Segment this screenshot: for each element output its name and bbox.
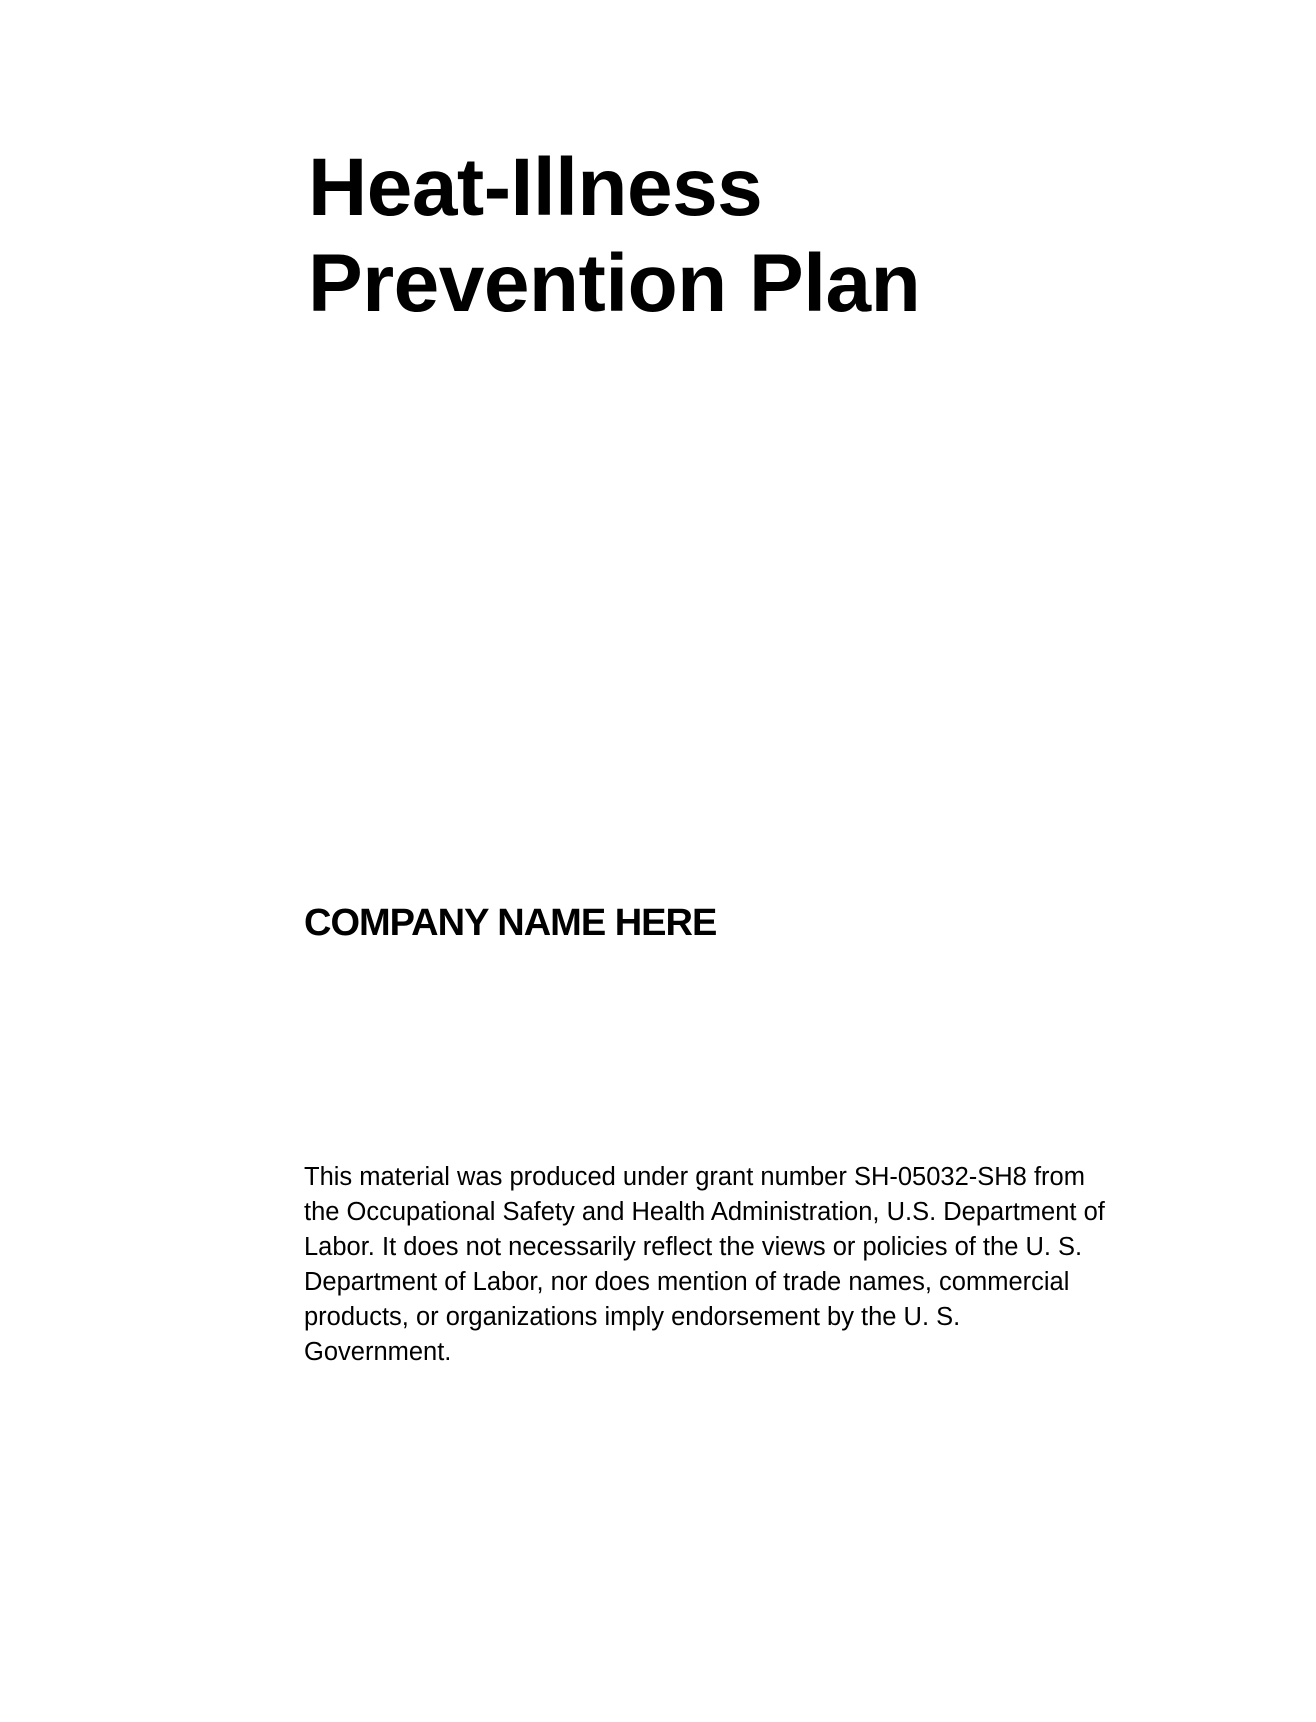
- disclaimer-line-4: Department of Labor, nor does mention of trade names, commercial: [304, 1268, 1070, 1296]
- disclaimer-line-2: the Occupational Safety and Health Administration, U.S. Department of: [304, 1198, 1105, 1226]
- grant-disclaimer: [304, 1160, 1184, 1370]
- document-title: [308, 140, 920, 332]
- disclaimer-line-6: Government.: [304, 1338, 452, 1366]
- title-line-1: Heat-Illness: [308, 142, 763, 233]
- title-line-2: Prevention Plan: [308, 238, 921, 329]
- disclaimer-line-3: Labor. It does not necessarily reflect the views or policies of the U. S.: [304, 1233, 1083, 1261]
- disclaimer-line-1: This material was produced under grant number SH-05032-SH8 from: [304, 1163, 1085, 1191]
- company-name: COMPANY NAME HERE: [304, 902, 717, 944]
- disclaimer-line-5: products, or organizations imply endorsement by the U. S.: [304, 1303, 961, 1331]
